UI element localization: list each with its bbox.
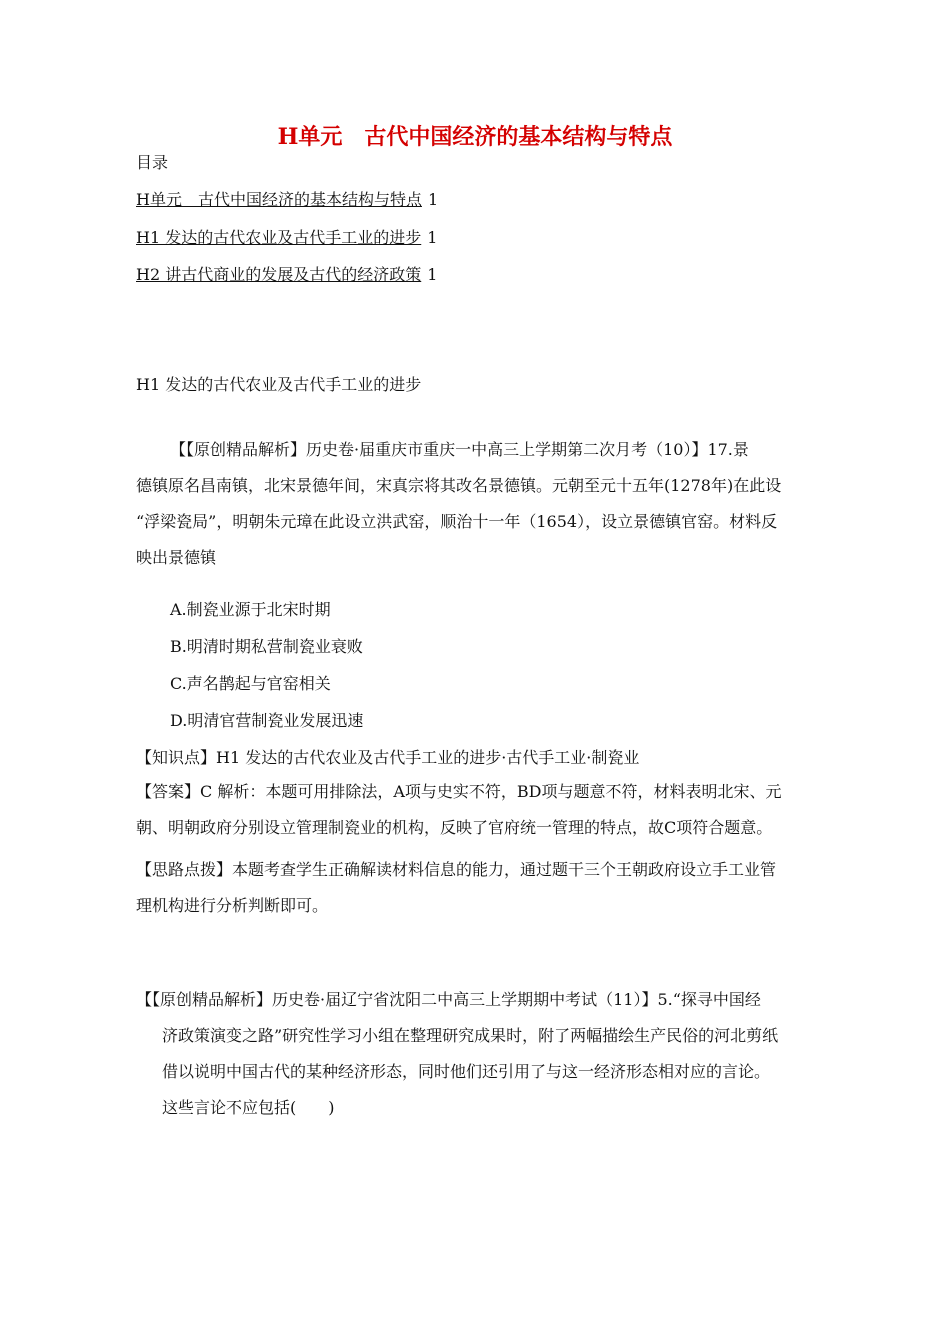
toc-page-number: 1 bbox=[427, 228, 438, 247]
option-d: D.明清官营制瓷业发展迅速 bbox=[170, 711, 364, 730]
answer-block bbox=[136, 774, 816, 846]
tip-block bbox=[136, 852, 816, 924]
document-title: H单元 古代中国经济的基本结构与特点 bbox=[277, 124, 673, 150]
tip-line: 【思路点拨】本题考查学生正确解读材料信息的能力，通过题干三个王朝政府设立手工业管 bbox=[136, 860, 777, 879]
option-a: A.制瓷业源于北宋时期 bbox=[170, 600, 331, 619]
question-line: 借以说明中国古代的某种经济形态，同时他们还引用了与这一经济形态相对应的言论。 bbox=[162, 1062, 771, 1081]
toc-page-number: 1 bbox=[427, 265, 438, 284]
answer-line: 朝、明朝政府分别设立管理制瓷业的机构，反映了官府统一管理的特点，故C项符合题意。 bbox=[136, 818, 773, 837]
option-b: B.明清时期私营制瓷业衰败 bbox=[170, 637, 363, 656]
question-2-stem bbox=[136, 982, 826, 1126]
question-1-stem bbox=[136, 432, 816, 576]
question-line: 【【原创精品解析】历史卷·届辽宁省沈阳二中高三上学期期中考试（11）】5.“探寻中国经 bbox=[136, 990, 761, 1009]
question-line: 映出景德镇 bbox=[136, 548, 217, 567]
toc-link[interactable]: H单元 古代中国经济的基本结构与特点 bbox=[136, 190, 422, 209]
toc-entry bbox=[136, 225, 437, 248]
question-line: 德镇原名昌南镇，北宋景德年间，宋真宗将其改名景德镇。元朝至元十五年(1278年)在此设 bbox=[136, 476, 782, 495]
answer-line: 【答案】C 解析：本题可用排除法，A项与史实不符，BD项与题意不符，材料表明北宋、元 bbox=[136, 782, 782, 801]
toc-link[interactable]: H1 发达的古代农业及古代手工业的进步 bbox=[136, 228, 422, 247]
question-line: 这些言论不应包括( ) bbox=[162, 1098, 335, 1117]
question-line: “浮梁瓷局”，明朝朱元璋在此设立洪武窑，顺治十一年（1654），设立景德镇官窑。材料反 bbox=[136, 512, 778, 531]
toc-link[interactable]: H2 讲古代商业的发展及古代的经济政策 bbox=[136, 265, 422, 284]
toc-page-number: 1 bbox=[427, 190, 439, 209]
knowledge-point: 【知识点】H1 发达的古代农业及古代手工业的进步·古代手工业·制瓷业 bbox=[136, 748, 640, 767]
toc-entry bbox=[136, 262, 437, 285]
section-heading: H1 发达的古代农业及古代手工业的进步 bbox=[136, 375, 422, 394]
option-c: C.声名鹊起与官窑相关 bbox=[170, 674, 331, 693]
question-line: 【【原创精品解析】历史卷·届重庆市重庆一中高三上学期第二次月考（10）】17.景 bbox=[170, 440, 749, 459]
toc-entry bbox=[136, 187, 438, 210]
toc-heading: 目录 bbox=[136, 153, 169, 172]
question-line: 济政策演变之路”研究性学习小组在整理研究成果时，附了两幅描绘生产民俗的河北剪纸 bbox=[162, 1026, 779, 1045]
tip-line: 理机构进行分析判断即可。 bbox=[136, 896, 329, 915]
